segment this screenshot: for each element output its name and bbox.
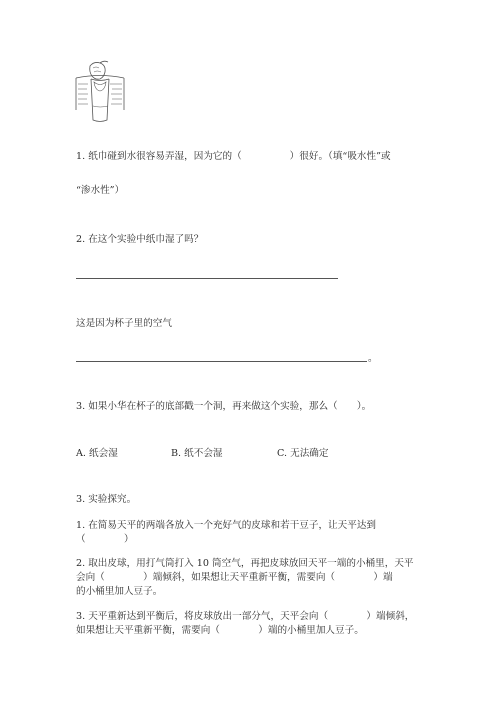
section-heading: 3. 实验探究。 [76,494,137,505]
item3-line2: 如果想让天平重新平衡，需要向（ ）端的小桶里加人豆子。 [76,625,364,636]
item2-line2: 会向（ ）端倾斜，如果想让天平重新平衡，需要向（ ）端 [76,572,393,583]
q1-text-line1: 1. 纸巾碰到水很容易弄湿，因为它的（ ）很好。（填“吸水性”或 [76,151,391,162]
q1-text-line2: “渗水性”） [76,185,125,196]
q3-question: 3. 如果小华在杯子的底部戳一个洞，再来做这个实验，那么（ ）。 [76,401,372,412]
q2-reason-answer-line[interactable] [76,361,367,362]
q3-option-a[interactable]: A. 纸会湿 [76,448,118,459]
q3-option-b[interactable]: B. 纸不会湿 [171,448,223,459]
q2-question: 2. 在这个实验中纸巾湿了吗？ [76,234,204,245]
item2-line1: 2. 取出皮球，用打气筒打入 10 筒空气，再把皮球放回天平一端的小桶里，天平 [76,558,414,569]
item1-line1: 1. 在简易天平的两端各放入一个充好气的皮球和若干豆子，让天平达到 [76,520,377,531]
cup-in-water-illustration [74,60,126,126]
q3-option-c[interactable]: C. 无法确定 [277,448,329,459]
item3-line1: 3. 天平重新达到平衡后，将皮球放出一部分气，天平会向（ ）端倾斜， [76,611,415,622]
q2-answer-line[interactable] [76,278,338,279]
item1-line2: （ ） [76,534,134,545]
q2-reason-end: 。 [368,353,378,364]
item2-line3: 的小桶里加人豆子。 [76,586,163,597]
q2-reason-prefix: 这是因为杯子里的空气 [76,318,172,329]
